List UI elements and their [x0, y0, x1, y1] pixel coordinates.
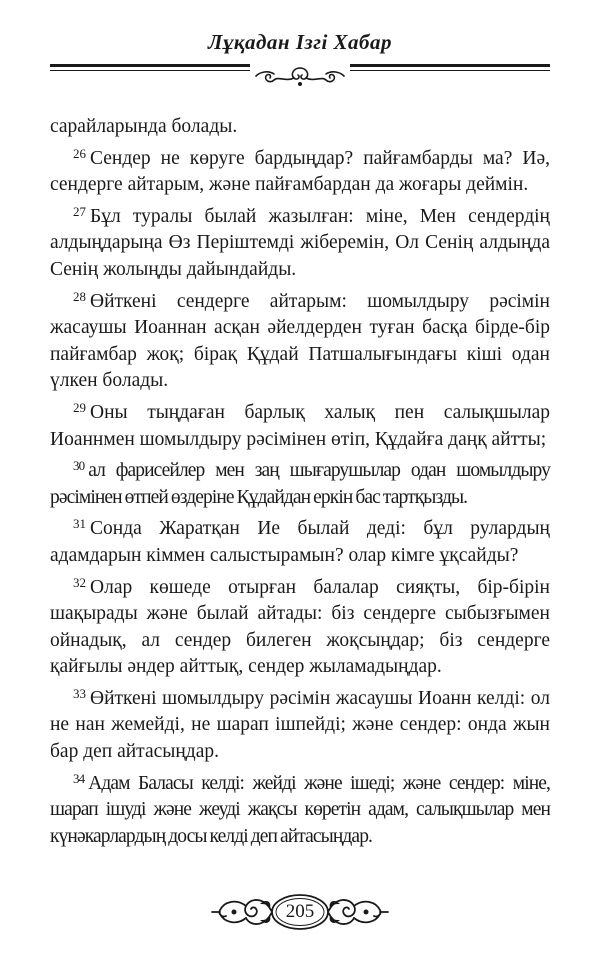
verse-number: 31 — [73, 516, 86, 532]
verse-number: 28 — [73, 288, 86, 304]
page-number: 205 — [285, 901, 315, 922]
verse-text: Олар көшеде отырған балалар сияқты, бір-бірін шақырады және былай айтады: біз сендерге сыбызғымен ойнадық, ал сендер билеген жоқсыңдар; біз сендерге қайғылы әндер айттық, сендер жыламадыңдар. — [50, 576, 550, 678]
verse-text: Сендер не көруге бардыңдар? пайғамбарды ма? Иә, сендерге айтарым, және пайғамбардан да жоғары деймін. — [50, 147, 550, 196]
verse-text: Оны тыңдаған барлық халық пен салықшылар Иоаннмен шомылдыру рәсімінен өтіп, Құдайға даңқ айтты; — [50, 401, 550, 450]
verse-text: Адам Баласы келді: жейді және ішеді; және сендер: міне, шарап ішуді және жеуді жақсы көретін адам, салықшылар мен күнәкарлардың досы келді деп айтасыңдар. — [50, 772, 550, 847]
verse-number: 30 — [73, 458, 85, 474]
verse-text: Бұл туралы былай жазылған: міне, Мен сендердің алдыңдарыңа Өз Періштемді жіберемін, Ол Сенің алдыңда Сенің жолыңды дайындайды. — [50, 205, 550, 280]
verse-number: 32 — [73, 574, 86, 590]
verse-26 — [50, 141, 550, 199]
paragraph-text: сарайларында болады. — [50, 116, 238, 137]
verse-29 — [50, 395, 550, 453]
verse-32 — [50, 570, 550, 681]
verse-number: 34 — [73, 770, 85, 786]
paragraph-continuation — [50, 114, 550, 141]
verse-30 — [50, 453, 550, 511]
verse-34 — [50, 766, 550, 851]
verse-27 — [50, 199, 550, 284]
verse-28 — [50, 284, 550, 395]
verse-33 — [50, 681, 550, 766]
verse-number: 33 — [73, 685, 86, 701]
verse-number: 29 — [73, 399, 86, 415]
verse-number: 26 — [73, 145, 86, 161]
running-header-title: Лұқадан Ізгі Хабар — [207, 30, 393, 54]
verse-text: Сонда Жаратқан Ие былай деді: бұл рулардың адамдарын кіммен салыстырамын? олар кімге ұқсайды? — [50, 518, 550, 566]
verse-text: Өйткені сендерге айтарым: шомылдыру рәсімін жасаушы Иоаннан асқан әйелдерден туған басқа бірде-бір пайғамбар жоқ; бірақ Құдай Патшалығындағы кіші одан үлкен болады. — [50, 290, 550, 392]
verse-text: Өйткені шомылдыру рәсімін жасаушы Иоанн келді: ол не нан жемейді, не шарап ішпейді; және сендер: онда жын бар деп айтасыңдар. — [50, 687, 550, 763]
body-text — [50, 114, 550, 850]
verse-number: 27 — [73, 203, 86, 219]
header-ornament-icon — [250, 62, 350, 90]
verse-31 — [50, 511, 550, 569]
verse-text: ал фарисейлер мен заң шығарушылар одан шомылдыру рәсімінен өтпей өздеріне Құдайдан еркін бас тартқызды. — [50, 460, 550, 508]
